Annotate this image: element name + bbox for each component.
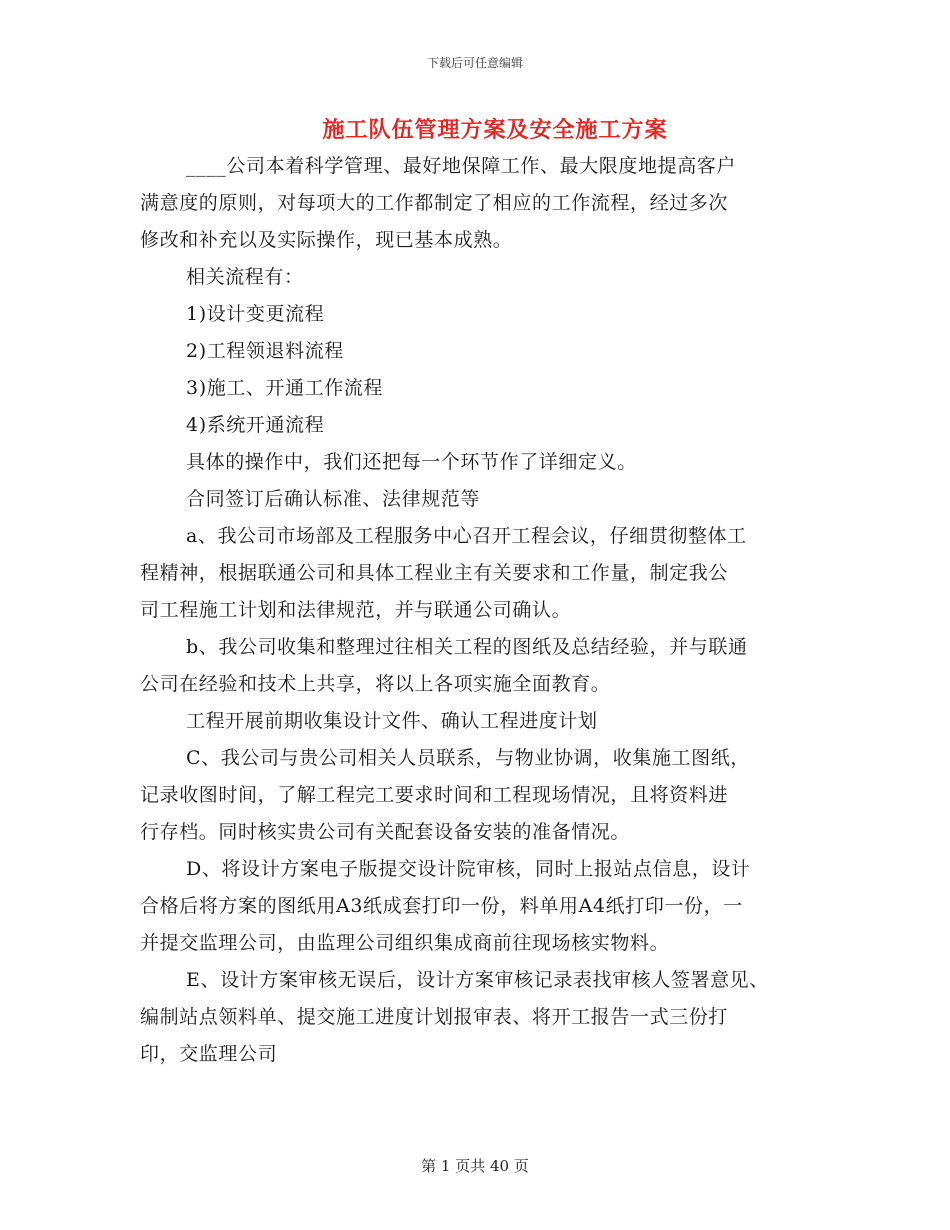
body-line: 并提交监理公司，由监理公司组织集成商前往现场核实物料。: [140, 932, 670, 954]
page-footer: 第 1 页共 40 页: [421, 1157, 529, 1175]
body-line: 司工程施工计划和法律规范，并与联通公司确认。: [140, 599, 572, 621]
body-line: a、我公司市场部及工程服务中心召开工程会议，仔细贯彻整体工: [186, 525, 747, 547]
body-line: 工程开展前期收集设计文件、确认工程进度计划: [186, 710, 598, 732]
body-line: 印，交监理公司: [140, 1043, 278, 1065]
body-line: C、我公司与贵公司相关人员联系，与物业协调，收集施工图纸，: [186, 747, 750, 769]
body-line: b、我公司收集和整理过往相关工程的图纸及总结经验，并与联通: [186, 636, 748, 658]
document-body: [140, 148, 820, 1073]
body-line: 修改和补充以及实际操作，现已基本成熟。: [140, 229, 513, 251]
body-line: 程精神，根据联通公司和具体工程业主有关要求和工作量，制定我公: [140, 562, 729, 584]
body-line: D、将设计方案电子版提交设计院审核，同时上报站点信息，设计: [186, 858, 751, 880]
body-line: 3)施工、开通工作流程: [186, 377, 384, 399]
body-line: 行存档。同时核实贵公司有关配套设备安装的准备情况。: [140, 821, 631, 843]
body-line: ____公司本着科学管理、最好地保障工作、最大限度地提高客户: [186, 155, 737, 177]
body-line: 合同签订后确认标准、法律规范等: [186, 488, 481, 510]
body-line: E、设计方案审核无误后，设计方案审核记录表找审核人签署意见、: [186, 969, 769, 991]
body-line: 满意度的原则，对每项大的工作都制定了相应的工作流程，经过多次: [140, 192, 729, 214]
page-header-note: 下载后可任意编辑: [426, 56, 523, 70]
body-line: 具体的操作中，我们还把每一个环节作了详细定义。: [186, 451, 637, 473]
body-line: 记录收图时间，了解工程完工要求时间和工程现场情况，且将资料进: [140, 784, 729, 806]
body-line: 1)设计变更流程: [186, 303, 325, 325]
body-line: 2)工程领退料流程: [186, 340, 344, 362]
body-line: 4)系统开通流程: [186, 414, 325, 436]
body-line: 编制站点领料单、提交施工进度计划报审表、将开工报告一式三份打: [140, 1006, 729, 1028]
body-line: 相关流程有：: [186, 266, 304, 288]
body-line: 合格后将方案的图纸用A3纸成套打印一份，料单用A4纸打印一份，一: [140, 895, 743, 917]
body-line: 公司在经验和技术上共享，将以上各项实施全面教育。: [140, 673, 611, 695]
document-title: 施工队伍管理方案及安全施工方案: [322, 117, 668, 143]
